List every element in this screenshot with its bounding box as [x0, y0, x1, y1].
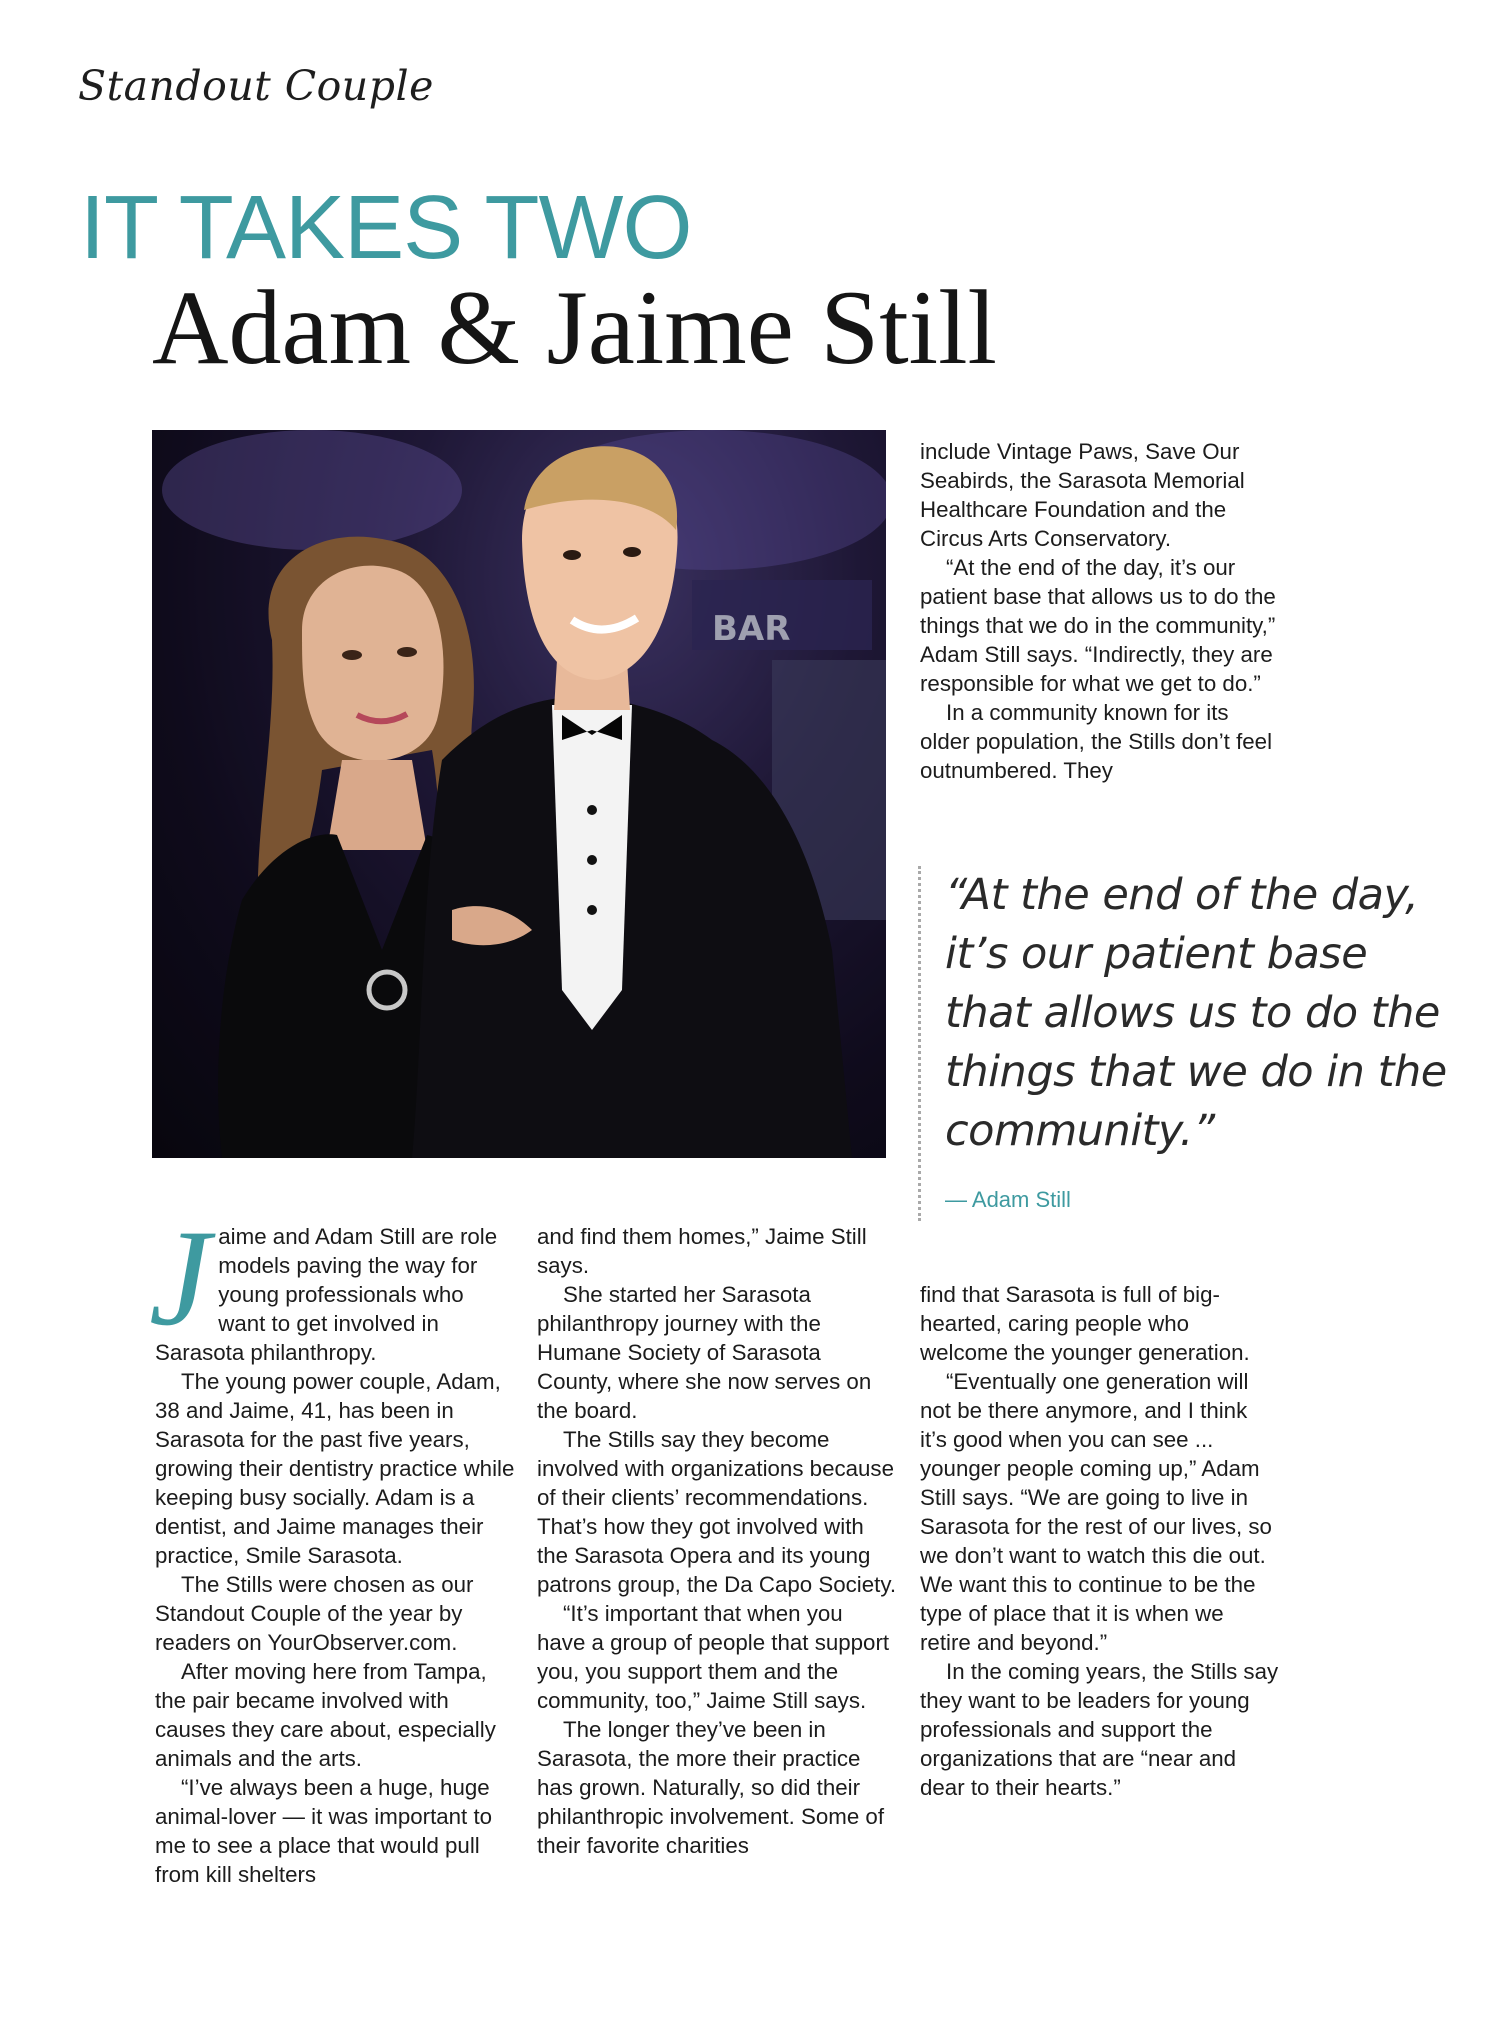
body-column-1	[149, 1201, 515, 1889]
couple-photo	[152, 430, 886, 1158]
body-column-2	[537, 1222, 897, 1860]
body-paragraph: The longer they’ve been in Sarasota, the more their practice has grown. Naturally, so did their philanthropic involvement. Some of their favorite charities	[537, 1717, 885, 1858]
body-column-3-bottom	[920, 1280, 1280, 1802]
body-paragraph: “I’ve always been a huge, huge animal-lover — it was important to me to see a place that would pull from kill shelters	[155, 1775, 493, 1887]
body-paragraph: In the coming years, the Stills say they want to be leaders for young professionals and support the organizations that are “near and dear to their hearts.”	[920, 1659, 1279, 1800]
headline: Adam & Jaime Still	[152, 269, 997, 386]
body-paragraph: She started her Sarasota philanthropy journey with the Humane Society of Sarasota County, where she now serves on the board.	[537, 1282, 872, 1423]
kicker: IT TAKES TWO	[80, 178, 692, 278]
body-paragraph: After moving here from Tampa, the pair became involved with causes they care about, especially animals and the arts.	[155, 1659, 496, 1771]
body-continuation: include Vintage Paws, Save Our Seabirds, the Sarasota Memorial Healthcare Foundation and the Circus Arts Conservatory.	[920, 439, 1245, 551]
body-paragraph: In a community known for its older population, the Stills don’t feel outnumbered. They	[920, 700, 1273, 783]
lead-text: aime and Adam Still are role models paving the way for young professionals who want to get involved in Sarasota philanthropy.	[155, 1224, 498, 1365]
body-paragraph: The young power couple, Adam, 38 and Jaime, 41, has been in Sarasota for the past five years, growing their dentistry practice while keeping busy socially. Adam is a dentist, and Jaime manages their practice, Smile Sarasota.	[155, 1369, 515, 1568]
body-paragraph: “At the end of the day, it’s our patient base that allows us to do the things that we do in the community,” Adam Still says. “Indirectly, they are responsible for what we get to do.”	[920, 555, 1276, 696]
body-column-3-top	[920, 437, 1280, 785]
body-paragraph: The Stills say they become involved with organizations because of their clients’ recommendations. That’s how they got involved with the Sarasota Opera and its young patrons group, the Da Capo Society.	[537, 1427, 897, 1597]
drop-cap: J	[149, 1201, 211, 1354]
pull-quote-attribution: — Adam Still	[945, 1187, 1071, 1212]
body-paragraph: “It’s important that when you have a group of people that support you, you support them and the community, too,” Jaime Still says.	[537, 1601, 890, 1713]
pull-quote	[918, 866, 1465, 1221]
body-paragraph: The Stills were chosen as our Standout Couple of the year by readers on YourObserver.com.	[155, 1572, 474, 1655]
bar-sign: BAR	[712, 609, 791, 649]
body-continuation: and find them homes,” Jaime Still says.	[537, 1224, 867, 1278]
body-continuation: find that Sarasota is full of big-hearted, caring people who welcome the younger generation.	[920, 1282, 1250, 1365]
pull-quote-text: “At the end of the day, it’s our patient base that allows us to do the things that we do in the community.”	[945, 870, 1447, 1156]
lead-paragraph	[149, 1201, 515, 1367]
body-paragraph: “Eventually one generation will not be there anymore, and I think it’s good when you can see ... younger people coming up,” Adam Still says. “We are going to live in Sarasota for the rest of our lives, so we don’t want to watch this die out. We want this to continue to be the type of place that it is when we retire and beyond.”	[920, 1369, 1272, 1655]
section-label: Standout Couple	[78, 62, 434, 110]
